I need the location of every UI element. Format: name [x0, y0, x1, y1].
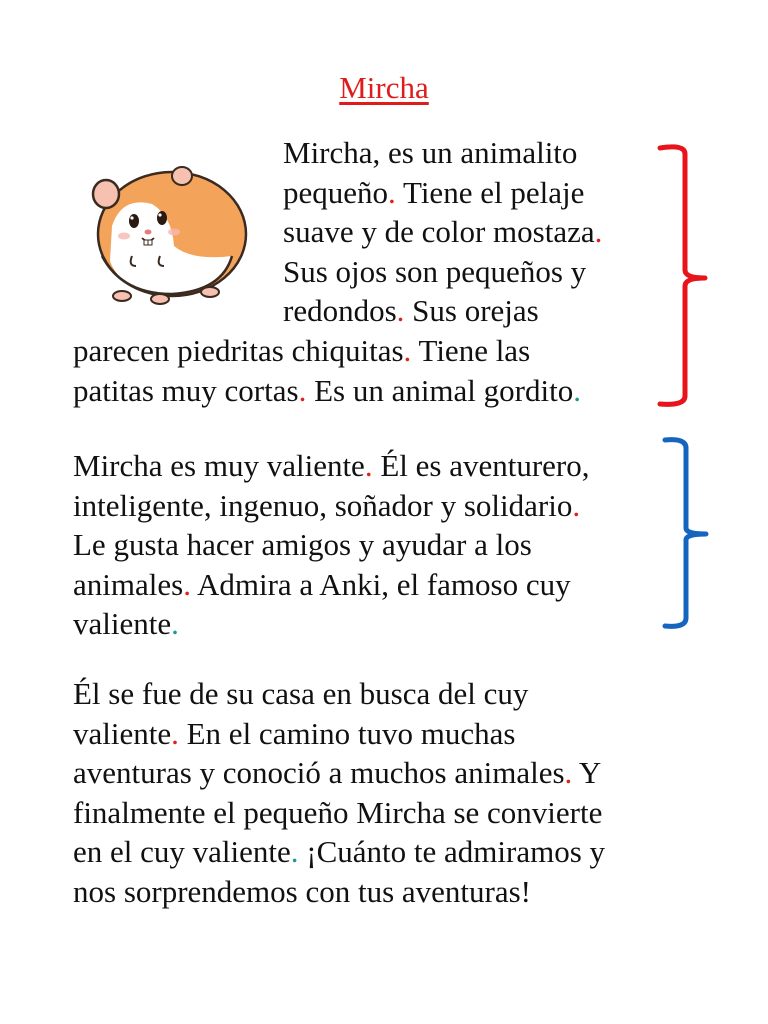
text-line: redondos. Sus orejas [283, 293, 539, 328]
text-line: pequeño. Tiene el pelaje [283, 174, 585, 210]
paragraph-1-bottom [73, 331, 581, 410]
text-line: en el cuy valiente. ¡Cuánto te admiramos y [73, 834, 606, 869]
paragraph-3 [73, 674, 605, 911]
hamster-illustration-icon [82, 156, 254, 306]
text-line: valiente. [73, 606, 179, 641]
paragraph-2 [73, 446, 590, 644]
text-line: aventuras y conoció a muchos animales. Y [73, 755, 602, 790]
text-line: inteligente, ingenuo, soñador y solidario. [73, 487, 581, 523]
text-line: Le gusta hacer amigos y ayudar a los [73, 527, 532, 562]
red-bracket-icon [655, 140, 715, 412]
text-line: Mircha es muy valiente. Él es aventurero, [73, 448, 590, 483]
text-line: valiente. En el camino tuvo muchas [73, 715, 516, 751]
text-line: suave y de color mostaza. [283, 214, 603, 249]
text-line: patitas muy cortas. Es un animal gordito. [73, 372, 581, 408]
text-line: parecen piedritas chiquitas. Tiene las [73, 333, 531, 368]
text-line: Él se fue de su casa en busca del cuy [73, 676, 529, 711]
text-line: nos sorprendemos con tus aventuras! [73, 873, 532, 909]
paragraph-1-top [283, 133, 602, 331]
text-line: Mircha, es un animalito [283, 135, 578, 170]
page-title: Mircha [339, 70, 429, 105]
text-line: Sus ojos son pequeños y [283, 253, 587, 289]
text-line: finalmente el pequeño Mircha se convierte [73, 794, 603, 830]
text-line: animales. Admira a Anki, el famoso cuy [73, 566, 571, 602]
blue-bracket-icon [660, 434, 720, 634]
